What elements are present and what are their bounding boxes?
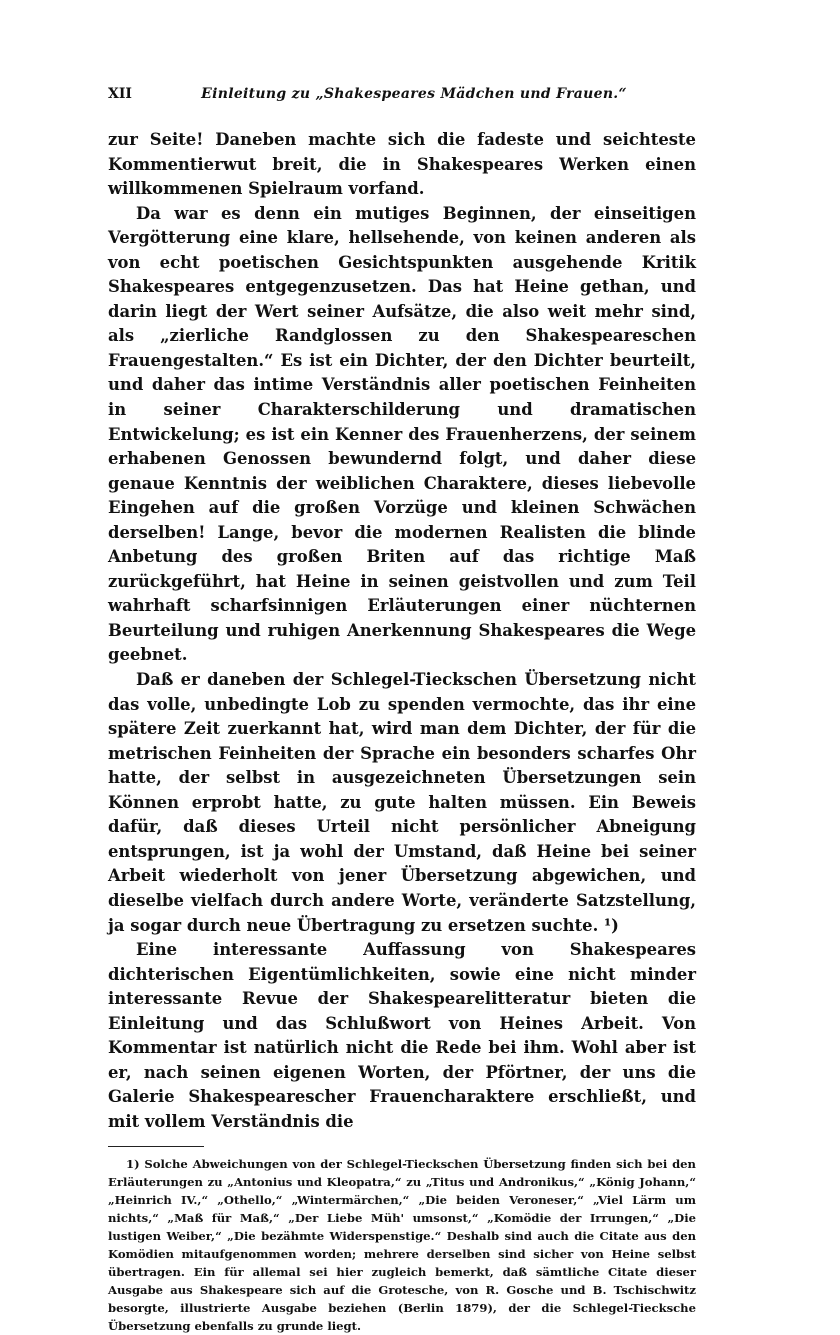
paragraph: Da war es denn ein mutiges Beginnen, der einseitigen Vergötterung eine klare, hellsehende, von keinen anderen als von echt poetischen Gesichtspunkten ausgehende Kritik Shakespeares entgegenzusetzen. Das hat Heine gethan, und darin liegt der Wert seiner Aufsätze, die also weit mehr sind, als „zierliche Randglossen zu den Shakespeareschen Frauengestalten.“ Es ist ein Dichter, der den Dichter beurteilt, und daher das intime Verständnis aller poetischen Feinheiten in seiner Charakterschilderung und dramatischen Entwickelung; es ist ein Kenner des Frauenherzens, der seinem erhabenen Genossen bewundernd folgt, und daher diese genaue Kenntnis der weiblichen Charaktere, dieses liebevolle Eingehen auf die großen Vorzüge und kleinen Schwächen derselben! Lange, bevor die modernen Realisten die blinde Anbetung des großen Briten auf das richtige Maß zurückgeführt, hat Heine in seinen geistvollen und zum Teil wahrhaft scharfsinnigen Erläuterungen einer nüchternen Beurteilung und ruhigen Anerkennung Shakespeares die Wege geebnet. (108, 203, 696, 665)
paragraph: zur Seite! Daneben machte sich die fadeste und seichteste Kommentierwut breit, die in Shakespeares Werken einen willkommenen Spielraum vorfand. (108, 130, 696, 199)
page-number: XII (108, 86, 132, 102)
footnote-divider (108, 1146, 204, 1147)
body-text (108, 128, 696, 1134)
running-title: Einleitung zu „Shakespeares Mädchen und Frauen.“ (201, 86, 627, 102)
running-header (108, 86, 696, 102)
paragraph: Eine interessante Auffassung von Shakespeares dichterischen Eigentümlichkeiten, sowie eine nicht minder interessante Revue der Shakespearelitteratur bieten die Einleitung und das Schlußwort von Heines Arbeit. Von Kommentar ist natürlich nicht die Rede bei ihm. Wohl aber ist er, nach seinen eigenen Worten, der Pförtner, der uns die Galerie Shakespearescher Frauencharaktere erschließt, und mit vollem Verständnis die (108, 940, 696, 1131)
footnote: 1) Solche Abweichungen von der Schlegel-Tieckschen Übersetzung finden sich bei den Erläuterungen zu „Antonius und Kleopatra,“ zu „Titus und Andronikus,“ „König Johann,“ „Heinrich IV.,“ „Othello,“ „Wintermärchen,“ „Die beiden Veroneser,“ „Viel Lärm um nichts,“ „Maß für Maß,“ „Der Liebe Müh' umsonst,“ „Komödie der Irrungen,“ „Die lustigen Weiber,“ „Die bezähmte Widerspenstige.“ Deshalb sind auch die Citate aus den Komödien mitaufgenommen worden; mehrere derselben sind sicher von Heine selbst übertragen. Ein für allemal sei hier zugleich bemerkt, daß sämtliche Citate dieser Ausgabe aus Shakespeare sich auf die Grotesche, von R. Gosche und B. Tschischwitz besorgte, illustrierte Ausgabe beziehen (Berlin 1879), der die Schlegel-Tiecksche Übersetzung ebenfalls zu grunde liegt. (108, 1157, 696, 1334)
document-page (108, 86, 696, 1335)
paragraph: Daß er daneben der Schlegel-Tieckschen Übersetzung nicht das volle, unbedingte Lob zu spenden vermochte, das ihr eine spätere Zeit zuerkannt hat, wird man dem Dichter, der für die metrischen Feinheiten der Sprache ein besonders scharfes Ohr hatte, der selbst in ausgezeichneten Übersetzungen sein Können erprobt hatte, zu gute halten müssen. Ein Beweis dafür, daß dieses Urteil nicht persönlicher Abneigung entsprungen, ist ja wohl der Umstand, daß Heine bei seiner Arbeit wiederholt von jener Übersetzung abgewichen, und dieselbe vielfach durch andere Worte, veränderte Satzstellung, ja sogar durch neue Übertragung zu ersetzen suchte. ¹) (108, 670, 696, 935)
